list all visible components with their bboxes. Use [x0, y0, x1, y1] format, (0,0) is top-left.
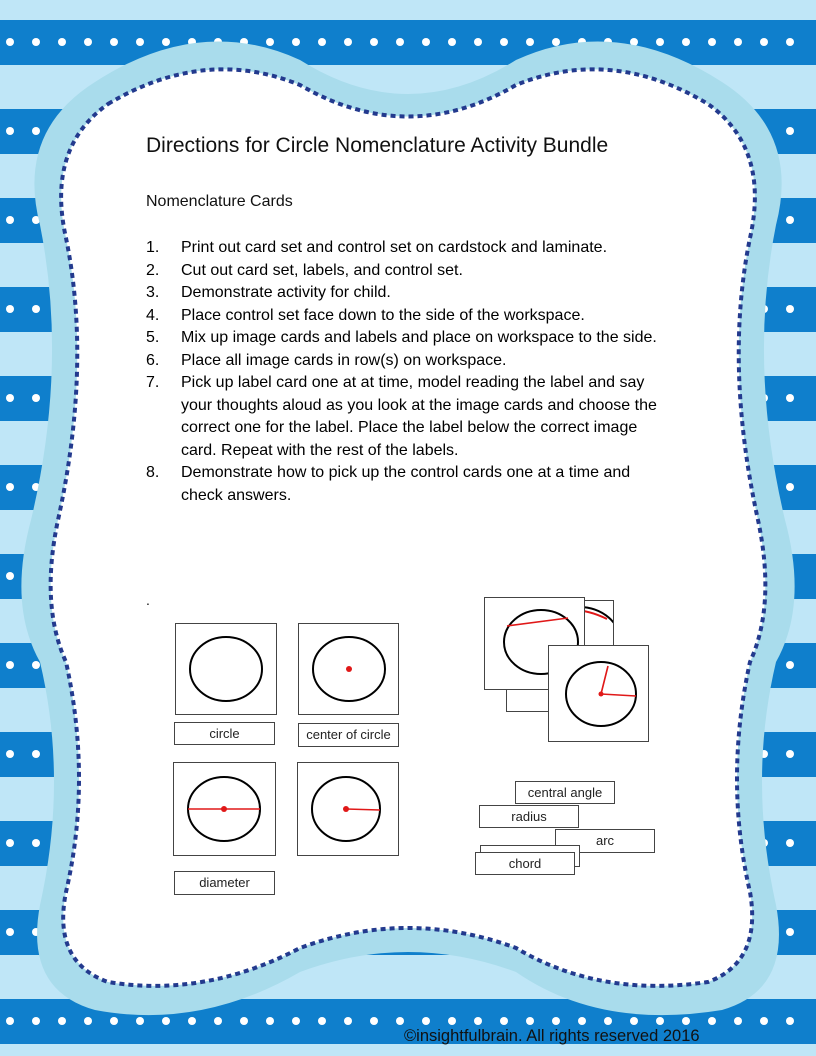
- list-item: 3. Demonstrate activity for child.: [146, 284, 391, 301]
- list-item: 7. Pick up label card one at at time, model reading the label and say your thoughts aloud as you look at the image cards and choose the correct one for the label. Place the label below the correct image card. Repeat with the rest of the labels.: [146, 374, 657, 459]
- list-item: 1. Print out card set and control set on cardstock and laminate.: [146, 239, 608, 256]
- list-item: 8. Demonstrate how to pick up the control cards one at a time and check answers.: [146, 464, 631, 504]
- label-center-of-circle: center of circle: [298, 723, 399, 747]
- circle-angle-icon: [549, 646, 648, 741]
- stray-mark: .: [146, 592, 150, 608]
- circle-radius-icon: [298, 763, 398, 855]
- label-chord: chord: [475, 852, 575, 875]
- copyright-notice: ©insightfulbrain. All rights reserved 2016: [404, 1027, 700, 1045]
- list-item: 5. Mix up image cards and labels and place on workspace to the side.: [146, 329, 657, 346]
- list-item: 4. Place control set face down to the side of the workspace.: [146, 306, 585, 324]
- label-circle: circle: [174, 722, 275, 745]
- control-card-central-angle: [548, 645, 649, 742]
- steps-list: [146, 237, 676, 507]
- circle-center-icon: [299, 624, 398, 714]
- center-of-circle-card: [298, 623, 399, 715]
- page-title: Directions for Circle Nomenclature Activity Bundle: [146, 134, 609, 157]
- section-heading: Nomenclature Cards: [146, 193, 293, 210]
- circle-diameter-icon: [174, 763, 275, 855]
- label-central-angle: central angle: [515, 781, 615, 804]
- label-diameter: diameter: [174, 871, 275, 895]
- label-radius: radius: [479, 805, 579, 828]
- list-item: 2. Cut out card set, labels, and control set.: [146, 261, 463, 279]
- circle-card: [175, 623, 277, 715]
- radius-card: [297, 762, 399, 856]
- label-arc: arc: [555, 829, 655, 853]
- circle-icon: [176, 624, 276, 714]
- diameter-card: [173, 762, 276, 856]
- list-item: 6. Place all image cards in row(s) on workspace.: [146, 351, 507, 369]
